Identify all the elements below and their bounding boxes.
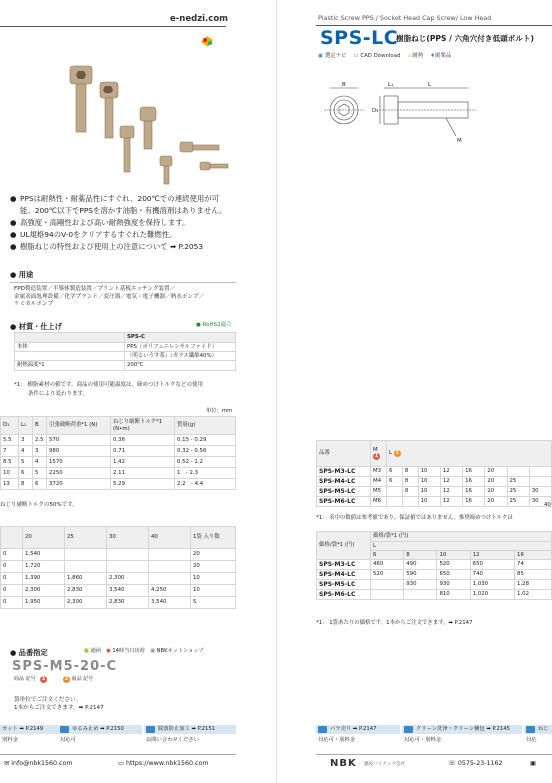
screw-service-value: 対応 xyxy=(526,737,537,743)
dim-d1-label: D₁ xyxy=(372,108,379,114)
table-row: SPS-M4-LC 520 590 650 740 85 xyxy=(317,570,552,580)
brand-mascot-icon xyxy=(200,34,214,48)
order-code-labels: 商品 記号 1 2 商品 記号 xyxy=(14,676,94,682)
table-row: 10 6 5 2250 2.11 1 - 2.3 xyxy=(1,468,236,479)
cad-download-link[interactable]: ▭ CAD Download xyxy=(353,53,401,59)
retain-service-value: お問い合わせください xyxy=(146,737,199,743)
feature-item: ● PPSは耐熱性・耐薬品性にすぐれ、200℃での連続使用が可 xyxy=(10,194,220,203)
feature-item: ● UL規格94のV-0をクリアするすぐれた難燃性。 xyxy=(10,230,177,239)
footer-fax-icon: ▣ xyxy=(530,760,536,767)
screw-service-header[interactable]: ねじ xyxy=(524,725,552,734)
order-legend: ■ 通函 ● 14時当日出荷 ▣ NBKネットショップ xyxy=(84,648,204,654)
feature-item: 能。200℃以下でPPSを溶かす油脂・有機溶剤はありません。 xyxy=(20,206,227,215)
table-row: 8.5 5 4 1570 1.42 0.52 - 1.2 xyxy=(1,457,236,468)
order-note: 袋単位でご注文ください。 1本からご注文できます。➡ P.2147 xyxy=(14,697,104,711)
price-header: 価格/袋*1 (円) xyxy=(317,532,371,560)
spec-note: ねじり破断トルクの50%です。 xyxy=(0,502,78,508)
feature-item: ● 高強度・高剛性および高い耐熱強度を保持します。 xyxy=(10,218,190,227)
feature-list xyxy=(10,193,270,253)
product-title: SPS-LC xyxy=(320,27,399,49)
table-row: SPS-M6-LC M6 10 12 16 20 25 30 xyxy=(317,497,552,507)
clean-wash-value: 対応可・別料金 xyxy=(404,737,442,743)
clean-wash-header[interactable]: クリーン洗浄・クリーン梱包 ➡ P.2145 xyxy=(402,725,522,734)
product-subtitle: 樹脂ねじ(PPS / 六角穴付き低頭ボルト) xyxy=(396,34,534,43)
table-row: SPS-M5-LC M5 8 10 12 16 20 25 30 xyxy=(317,487,552,497)
table-row: 0 2,300 2,830 3,540 4,250 10 xyxy=(1,585,236,597)
usage-text: FPD製造装置／半導体製造装置／プリント基板エッチング装置／ 金属表面処理設備／化学プラント／変圧器／電気・電子機器／熱水ポンプ／ ケミカルポンプ xyxy=(14,286,205,307)
table-row: SPS-M3-LC M3 6 8 10 12 16 20 xyxy=(317,467,552,477)
size-table-note: *1： 表中の数値は参考値であり、保証値ではありません。推奨締めつけトルクは xyxy=(316,515,513,521)
dim-l1-label: L₁ xyxy=(388,82,394,88)
product-photo xyxy=(60,62,250,192)
table-row: 0 1,950 2,300 2,830 3,540 5 xyxy=(1,597,236,609)
nbk-logo: NBK xyxy=(330,758,357,769)
table-row: 7 4 3 980 0.71 0.32 - 0.56 xyxy=(1,446,236,457)
table-row: 0 1,390 1,860 2,300 10 xyxy=(1,573,236,585)
category-breadcrumb: Plastic Screw PPS / Socket Head Cap Screw/ Low Head xyxy=(318,14,492,22)
cut-service-value: 別料金 xyxy=(2,737,18,743)
footer-tel[interactable]: ☏ 0575-23-1162 xyxy=(448,760,503,767)
order-code-example: SPS-M5-20-C xyxy=(12,659,118,674)
dim-l-label: L xyxy=(428,82,432,88)
size-table-tail: 40 xyxy=(544,502,551,508)
dim-m-label: M xyxy=(457,138,462,144)
dimension-drawing xyxy=(316,78,552,150)
price-table: 価格/袋*1 (円) 価格/袋*1 (円) L 6 8 10 12 16 SPS-M3-LC 460 490 520 650 74 SPS-M4-LC 520 590 650 740 85 SPS-M5-LC 930 930 1,030 1,28 SPS-M6-LC 810 1,020 1,02 xyxy=(316,531,552,600)
table-row: 5.5 3 2.5 570 0.36 0.15 - 0.29 xyxy=(1,435,236,446)
table-row: SPS-M5-LC 930 930 1,030 1,28 xyxy=(317,580,552,590)
footer-email[interactable]: ✉ info@nbk1560.com xyxy=(4,760,73,767)
spec-table: D₁ L₁ B 引張破断荷重*1 (N) ねじり破断トルク*1 (N•m) 質量(g) 5.5 3 2.5 570 0.36 0.15 - 0.29 7 4 3 980 0.71 0.32 - 0.56 8.5 5 4 1570 1.42 0.52 - 1.2 10 6 5 2250 2.11 1 - 2.3 13 8 6 3720 5.29 2.2 - 4.4 xyxy=(0,416,236,490)
feature-link[interactable]: ● 樹脂ねじの特性および使用上の注意について ➡ P.2053 xyxy=(10,242,204,251)
heat-resistant-tag: ♨耐熱 xyxy=(407,53,424,59)
size-table: 品番 M 1 L 2 SPS-M3-LC M3 6 8 10 12 16 20 SPS-M4-LC M4 6 8 10 12 16 20 25 SPS-M5-LC M5 8 10 12 16 20 25 30 SPS-M6-LC M6 10 12 16 20 25 30 xyxy=(316,440,552,507)
price-table-note: *1： 1袋あたりの価格です。1本からご注文できます。➡ P.2147 xyxy=(316,620,473,626)
material-note: *1： 樹脂素材の値です。商品の使用可能温度は、締めつけトルクなどの使用 条件により変わります。 xyxy=(14,382,203,397)
quantity-table: 20 25 30 40 1袋 入り数 0 1,540 20 0 1,720 20 0 1,390 1,860 2,300 10 0 2,300 2,830 3,540 4,250 10 0 1,950 2,300 2,830 3,540 5 xyxy=(0,526,236,609)
usage-heading: ● 用途 xyxy=(10,270,34,279)
rohs-badge: ● RoHS2適合 xyxy=(196,322,232,328)
site-logo: e-nedzi.com xyxy=(170,14,229,24)
dim-b-label: B xyxy=(342,82,346,88)
order-heading: ● 品番指定 xyxy=(10,648,48,657)
table-row: SPS-M6-LC 810 1,020 1,02 xyxy=(317,590,552,600)
link-row xyxy=(318,53,451,60)
footer-url[interactable]: ▭ https://www.nbk1560.com xyxy=(118,760,209,767)
bulk-sale-value: 対応可・別料金 xyxy=(318,737,356,743)
cut-service-header[interactable]: カット ➡ P.2149 xyxy=(0,725,78,734)
bulk-sale-header[interactable]: バラ売り ➡ P.2147 xyxy=(316,725,400,734)
material-table: SPS-C 本体 PPS（ポリフェニレンサルファイド） （明るいうす茶）（ガラス繊維40%） 耐熱温度*1 200℃ xyxy=(14,332,236,371)
table-row: SPS-M3-LC 460 490 520 650 74 xyxy=(317,560,552,570)
chemical-resistant-tag: ♦耐薬品 xyxy=(430,53,452,59)
select-navi-link[interactable]: ▣ 選定ナビ xyxy=(318,53,347,59)
table-row: SPS-M4-LC M4 6 8 10 12 16 20 25 xyxy=(317,477,552,487)
table-row: 13 8 6 3720 5.29 2.2 - 4.4 xyxy=(1,479,236,490)
table-row: 0 1,540 20 xyxy=(1,549,236,561)
page-divider xyxy=(276,0,277,783)
lock-service-value: 対応可 xyxy=(60,737,76,743)
retain-service-header[interactable]: 脱落防止加工 ➡ P.2151 xyxy=(144,725,236,734)
material-heading: ● 材質・仕上げ xyxy=(10,322,62,331)
lock-service-header[interactable]: ゆるみ止め ➡ P.2150 xyxy=(58,725,142,734)
unit-label: 単位：mm xyxy=(206,408,233,414)
footer-company: 鍋屋バイテック会社 xyxy=(364,762,406,767)
table-row: 0 1,720 20 xyxy=(1,561,236,573)
